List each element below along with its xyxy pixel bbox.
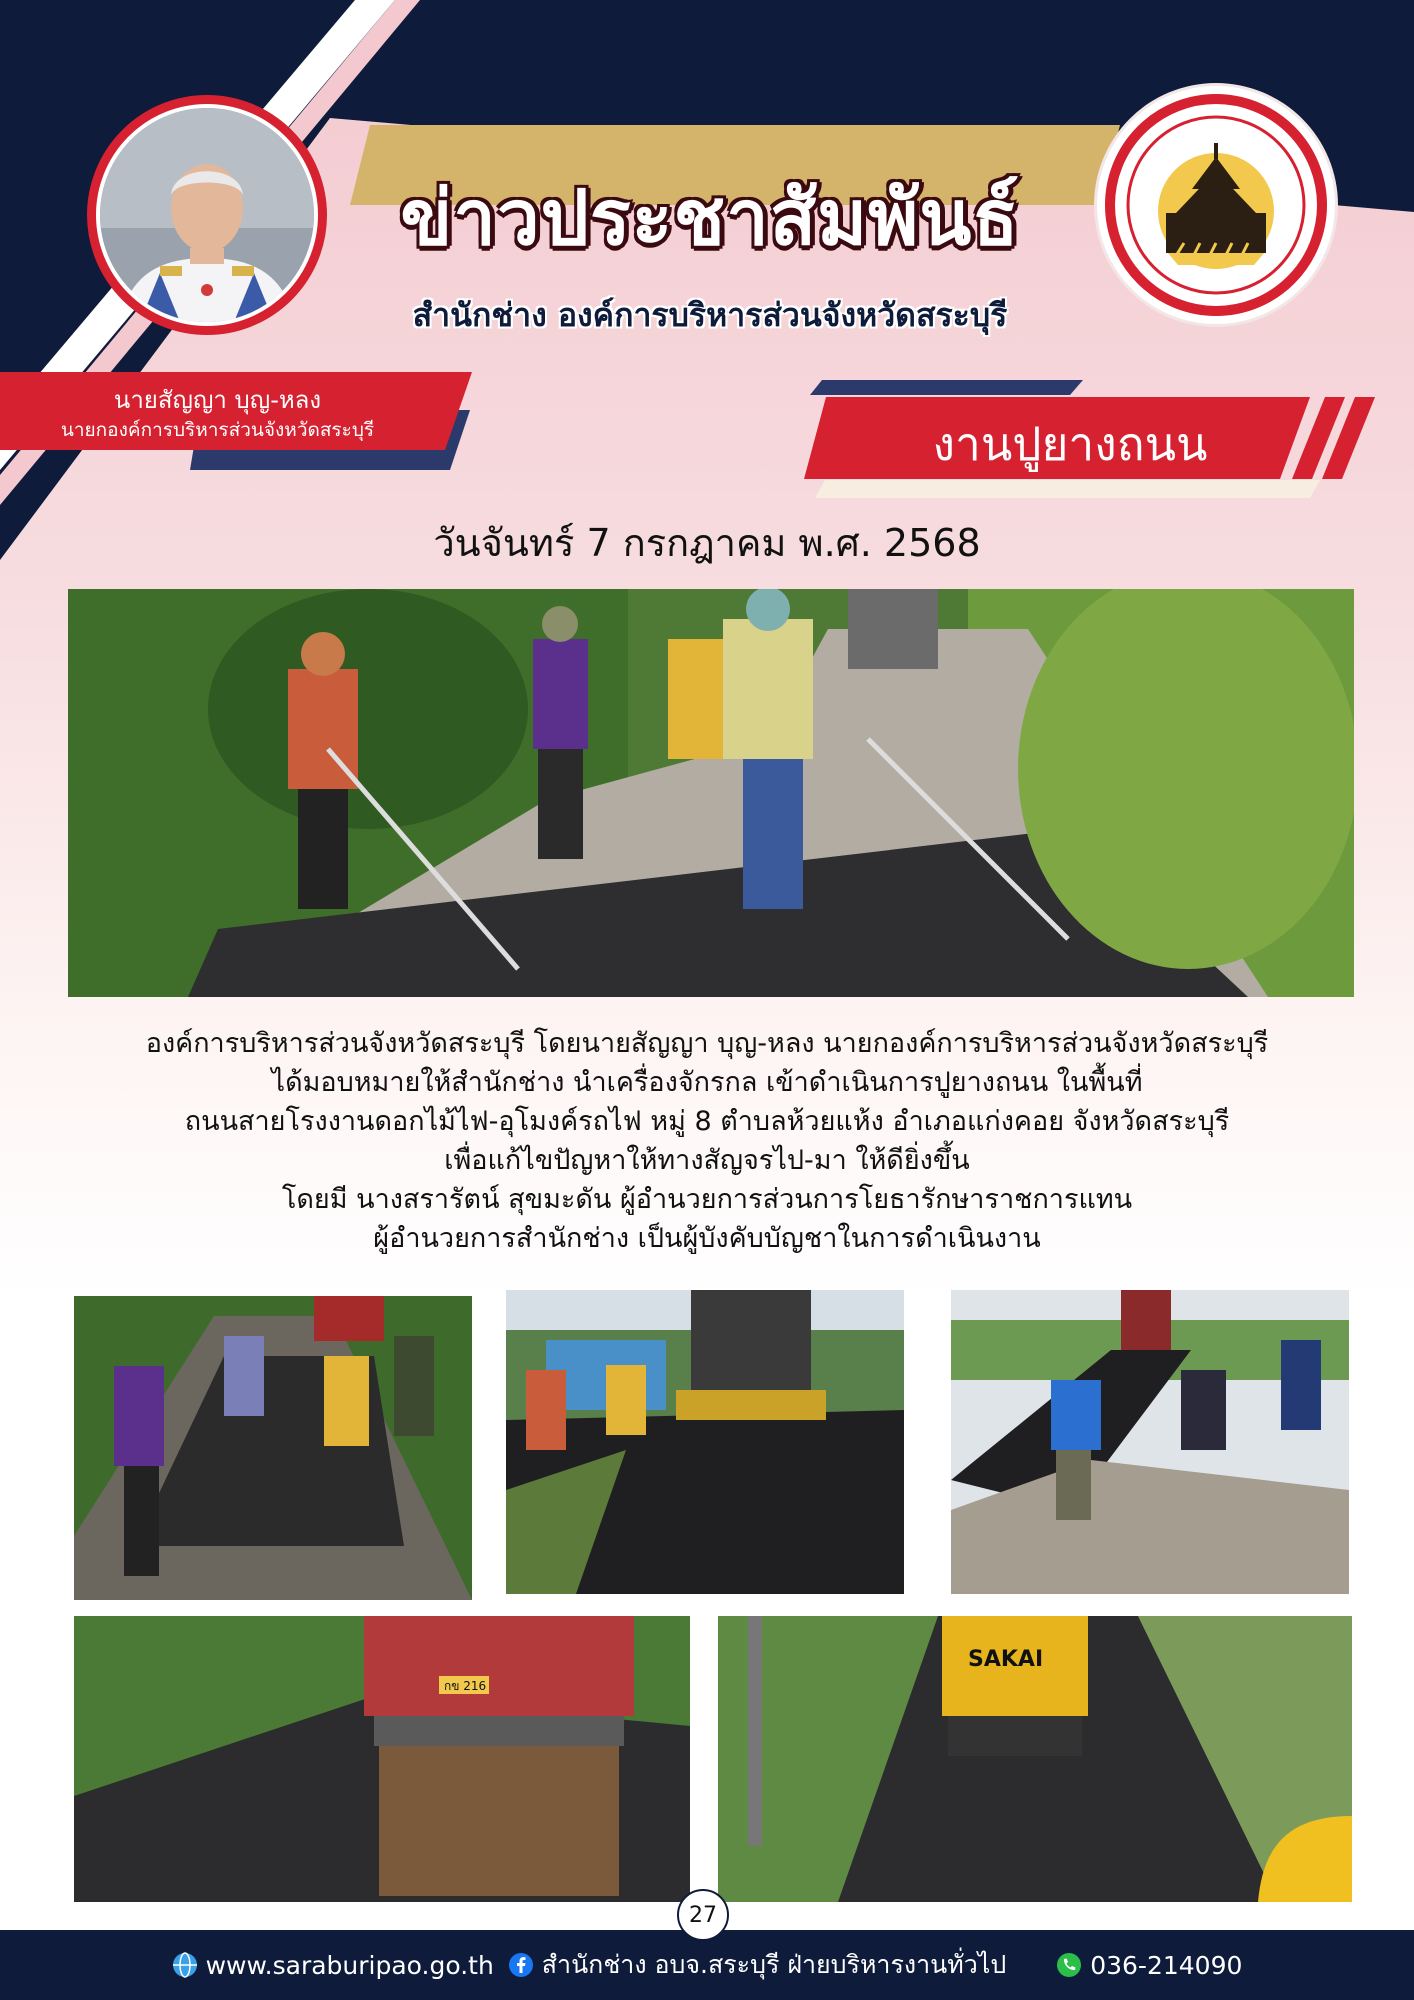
- page-number: 27: [677, 1889, 729, 1941]
- gallery-photo-workers-raking: [74, 1296, 472, 1600]
- official-portrait: [87, 95, 327, 335]
- news-body: [60, 1024, 1354, 1258]
- body-line: ผู้อำนวยการสำนักช่าง เป็นผู้บังคับบัญชาในการดำเนินงาน: [373, 1223, 1041, 1254]
- facebook-icon: [508, 1952, 534, 1978]
- organization-logo: [1097, 86, 1335, 324]
- roller-brand: SAKAI: [968, 1647, 1044, 1672]
- footer-facebook[interactable]: [508, 1945, 1006, 1985]
- website-text: www.saraburipao.go.th: [205, 1950, 494, 1980]
- body-line: เพื่อแก้ไขปัญหาให้ทางสัญจรไป-มา ให้ดียิ่งขึ้น: [444, 1145, 970, 1176]
- official-position: นายกองค์การบริหารส่วนจังหวัดสระบุรี: [60, 419, 375, 441]
- gallery-photo-paver-machine: [506, 1290, 904, 1594]
- phone-text: 036-214090: [1090, 1950, 1243, 1980]
- gallery-photo-sakai-roller: [718, 1616, 1352, 1902]
- topic-label: งานปูยางถนน: [932, 417, 1208, 471]
- body-line: ได้มอบหมายให้สำนักช่าง นำเครื่องจักรกล เข้าดำเนินการปูยางถนน ในพื้นที่: [271, 1067, 1143, 1098]
- facebook-text: สำนักช่าง อบจ.สระบุรี ฝ่ายบริหารงานทั่วไป: [541, 1950, 1007, 1979]
- footer-website[interactable]: [172, 1951, 494, 1980]
- body-line: องค์การบริหารส่วนจังหวัดสระบุรี โดยนายสัญญา บุญ-หลง นายกองค์การบริหารส่วนจังหวัดสระบุรี: [145, 1028, 1269, 1059]
- news-date: วันจันทร์ 7 กรกฎาคม พ.ศ. 2568: [433, 521, 981, 565]
- page-subtitle: สำนักช่าง องค์การบริหารส่วนจังหวัดสระบุรี: [412, 296, 1008, 334]
- globe-icon: [172, 1952, 198, 1978]
- page-title: ข่าวประชาสัมพันธ์: [400, 173, 1020, 262]
- official-name: นายสัญญา บุญ-หลง: [113, 386, 322, 414]
- main-photo-road-paving: [68, 589, 1354, 997]
- phone-icon: [1056, 1952, 1082, 1978]
- roller-plate: กข 216: [444, 1679, 487, 1693]
- body-line: ถนนสายโรงงานดอกไม้ไฟ-อุโมงค์รถไฟ หมู่ 8 ตำบลห้วยแห้ง อำเภอแก่งคอย จังหวัดสระบุรี: [184, 1106, 1230, 1137]
- body-line: โดยมี นางสรารัตน์ สุขมะดัน ผู้อำนวยการส่วนการโยธารักษาราชการแทน: [281, 1184, 1133, 1215]
- footer-phone[interactable]: [1056, 1951, 1242, 1980]
- gallery-photo-workers-shoveling: [951, 1290, 1349, 1594]
- gallery-photo-road-roller: [74, 1616, 690, 1902]
